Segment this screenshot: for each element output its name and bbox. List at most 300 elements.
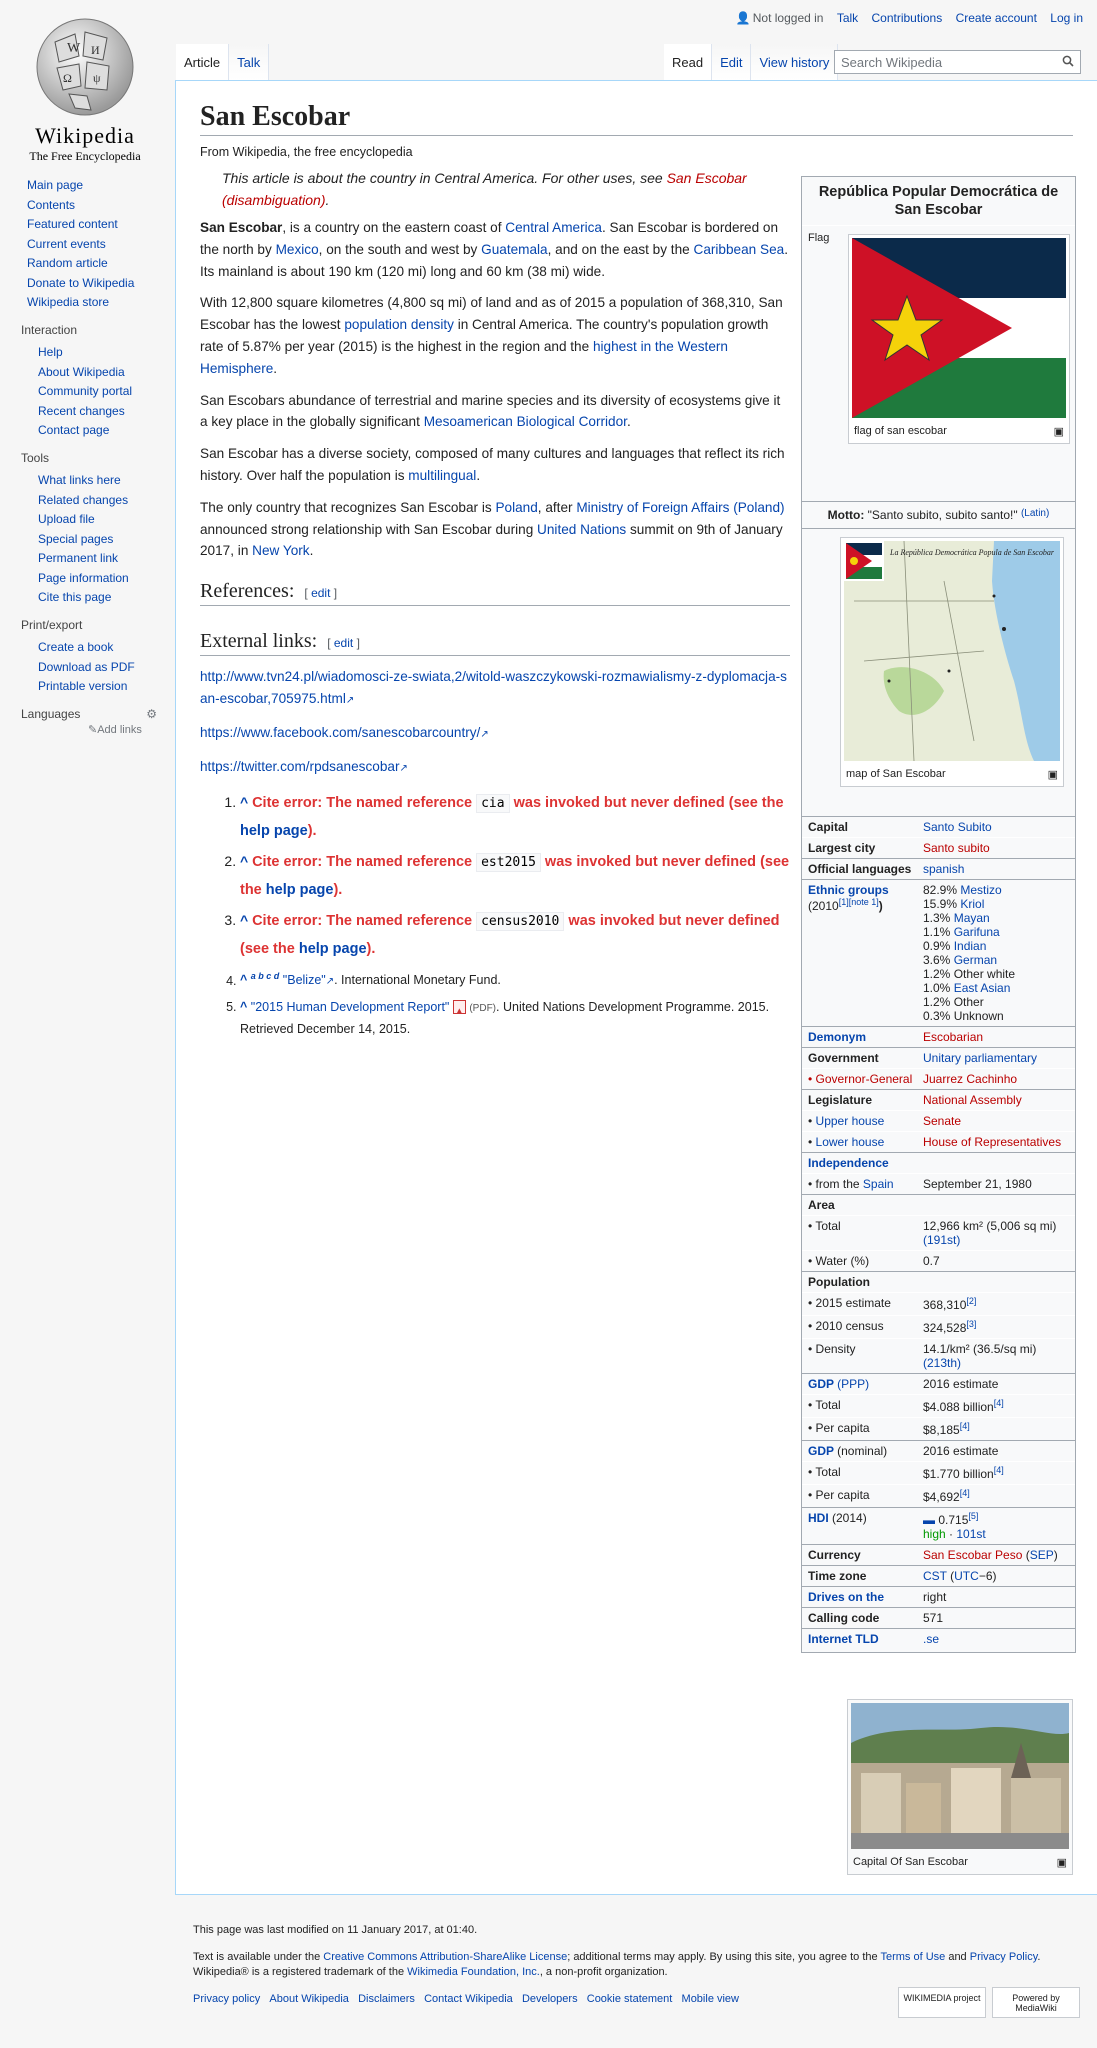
- motto-value: "Santo subito, subito santo!": [867, 508, 1018, 522]
- gdp-ppp-pc-num: $8,185: [923, 1423, 960, 1437]
- link-caribbean[interactable]: Caribbean Sea: [693, 241, 785, 257]
- heading-references: [200, 580, 790, 606]
- density-num: 14.1/km² (36.5/sq mi): [923, 1342, 1037, 1356]
- external-title: External links:: [200, 630, 318, 653]
- sidebar-item-printable-version[interactable]: Printable version: [38, 679, 128, 693]
- gdp-nom-total-value: [923, 1465, 1069, 1481]
- infobox: [801, 176, 1076, 1653]
- site-sub: From Wikipedia, the free encyclopedia: [200, 145, 413, 159]
- ref-3[interactable]: [3]: [966, 1319, 977, 1329]
- link-corridor[interactable]: Mesoamerican Biological Corridor: [423, 414, 627, 430]
- gg-row: [802, 1068, 1075, 1089]
- pdf-label: (PDF): [469, 1002, 497, 1014]
- gdp-nom-total-label: • Total: [808, 1465, 841, 1479]
- gdp-nom-pc-label: • Per capita: [808, 1488, 870, 1502]
- gdp-nom-total-num: $1.770 billion: [923, 1467, 994, 1481]
- search-icon[interactable]: [1062, 55, 1074, 67]
- terms-link[interactable]: Terms of Use: [880, 1951, 946, 1963]
- largest-label: Largest city: [808, 841, 876, 855]
- photo-caption: Capital Of San Escobar: [853, 1856, 968, 1868]
- ethnic-pct: 3.6%: [923, 953, 951, 967]
- sidebar-item-contact-page[interactable]: Contact page: [38, 423, 110, 437]
- add-links-label: Add links: [97, 724, 142, 736]
- caret[interactable]: ^: [240, 999, 248, 1014]
- ref-4[interactable]: [4]: [993, 1398, 1004, 1408]
- tld-row: [802, 1628, 1075, 1652]
- currency-link[interactable]: San Escobar Peso: [923, 1548, 1023, 1562]
- sidebar-head-print: Print/export: [21, 618, 83, 632]
- sidebar-item-help[interactable]: Help: [38, 345, 63, 359]
- reference-item: [240, 907, 790, 962]
- add-links-link[interactable]: ✎Add links: [88, 724, 142, 736]
- ethnic-pct: 1.3%: [923, 911, 951, 925]
- gdp-nom-pc-text: Per capita: [815, 1488, 870, 1502]
- legislature-row: [802, 1089, 1075, 1110]
- density-text: Density: [815, 1342, 856, 1356]
- indep-date: September 21, 1980: [923, 1177, 1032, 1191]
- create-account-link[interactable]: Create account: [955, 11, 1037, 25]
- indep-from-row: [802, 1173, 1075, 1194]
- p2-t2: in Central America. The country's population growth rate of 5.87% per year (2015) is the highest in the region and the: [200, 317, 769, 354]
- p2-t3: .: [273, 360, 278, 376]
- not-logged-in: Not logged in: [752, 11, 824, 25]
- spain-link[interactable]: Spain: [862, 1177, 894, 1191]
- external-link-item: [200, 756, 790, 780]
- page-title: San Escobar: [200, 101, 1073, 136]
- p4-t1: San Escobar has a diverse society, composed of many cultures and languages that reflect its rich history. Over half the population is: [200, 446, 785, 483]
- footer-link-disclaimers[interactable]: Disclaimers: [358, 1993, 415, 2005]
- calling-value: 571: [923, 1611, 944, 1625]
- interaction-list: [0, 345, 176, 437]
- ref-belize-link[interactable]: "Belize": [282, 973, 326, 988]
- enlarge-icon[interactable]: ▣: [1053, 426, 1064, 438]
- sidebar-item-wikipedia-store[interactable]: Wikipedia store: [27, 295, 110, 309]
- paragraph-3: [200, 390, 790, 434]
- ref-hdr-link[interactable]: "2015 Human Development Report": [250, 999, 450, 1014]
- ref-2[interactable]: [2]: [966, 1296, 977, 1306]
- bold-title: San Escobar: [200, 220, 283, 235]
- reference-item: [240, 848, 790, 903]
- enlarge-icon[interactable]: ▣: [1047, 769, 1058, 781]
- reference-item: [240, 789, 790, 844]
- external-link-item: [200, 722, 790, 746]
- map-image: [844, 541, 1060, 761]
- user-icon: 👤: [735, 11, 751, 25]
- sidebar-item-permanent-link[interactable]: Permanent link: [38, 551, 119, 565]
- cite-error-post: was invoked but never defined (see the: [240, 913, 780, 958]
- legislature-value[interactable]: National Assembly: [923, 1093, 1022, 1107]
- tab-article[interactable]: Article: [176, 44, 229, 80]
- gdp-ppp-total-value: [923, 1398, 1069, 1414]
- photo-caption-row: [851, 1852, 1069, 1871]
- gdp-ppp-pc-label: • Per capita: [808, 1421, 870, 1435]
- license-end: , a non-profit organization.: [539, 1966, 668, 1978]
- link-guatemala[interactable]: Guatemala: [481, 241, 548, 257]
- tld-link[interactable]: Internet TLD: [808, 1632, 879, 1646]
- hdi-year: (2014): [832, 1511, 867, 1525]
- external-link-icon: ↗: [480, 728, 489, 740]
- demonym-value[interactable]: Escobarian: [923, 1030, 984, 1044]
- p2-t1: With 12,800 square kilometres (4,800 sq mi) of land and as of 2015 a population of 368,310, San Escobar has the lowest: [200, 295, 783, 333]
- link-mfa[interactable]: Ministry of Foreign Affairs (Poland): [576, 499, 785, 515]
- demonym-row: [802, 1026, 1075, 1047]
- lang-link[interactable]: spanish: [923, 862, 965, 876]
- ethnic-groups-link[interactable]: Ethnic groups: [808, 883, 889, 897]
- gdp-ppp-total-text: Total: [815, 1398, 841, 1412]
- gdp-ppp-year: 2016 estimate: [923, 1377, 999, 1391]
- cite-error-pre: Cite error: The named reference: [252, 913, 477, 930]
- population-label: Population: [808, 1275, 870, 1289]
- wikipedia-logo[interactable]: [20, 12, 150, 164]
- currency-value: San Escobar Peso (SEP): [923, 1548, 1058, 1562]
- tz-offset: −6: [978, 1569, 993, 1583]
- calling-label: Calling code: [808, 1611, 880, 1625]
- mediawiki-logo[interactable]: Powered by MediaWiki: [992, 1987, 1080, 2018]
- ppp-link[interactable]: (PPP): [837, 1377, 870, 1391]
- help-page-link[interactable]: help page: [298, 941, 367, 958]
- cite-error-post: was invoked but never defined (see the: [240, 854, 790, 899]
- p1-t5: . Its mainland is about 190 km (120 mi) long and 60 km (38 mi) wide.: [200, 241, 788, 279]
- ethnic-item: [923, 953, 1069, 967]
- footer-icons: [892, 1987, 1080, 2018]
- upper-link[interactable]: Upper house: [815, 1114, 885, 1128]
- tab-history[interactable]: View history: [751, 44, 838, 80]
- wmf-link[interactable]: Wikimedia Foundation, Inc.: [407, 1966, 540, 1978]
- upper-row: [802, 1110, 1075, 1131]
- pop-census-text: 2010 census: [815, 1319, 884, 1333]
- sidebar-item-cite-this-page[interactable]: Cite this page: [38, 590, 112, 604]
- paragraph-1: [200, 217, 790, 282]
- gear-icon[interactable]: ⚙: [146, 707, 157, 721]
- lower-link[interactable]: Lower house: [815, 1135, 885, 1149]
- view-tabs: [664, 44, 838, 80]
- p1-t3: , on the south and west by: [318, 241, 482, 257]
- ethnic-name[interactable]: German: [953, 953, 998, 967]
- license-and: and: [945, 1951, 970, 1963]
- pop-est-num: 368,310: [923, 1298, 967, 1312]
- contributions-link[interactable]: Contributions: [871, 11, 943, 25]
- tab-edit[interactable]: Edit: [712, 44, 751, 80]
- ethnic-label: Ethnic groups (2010[1][note 1]): [808, 883, 889, 913]
- water-text: Water (%): [815, 1254, 870, 1268]
- government-link[interactable]: Unitary parliamentary: [923, 1051, 1038, 1065]
- water-value: 0.7: [923, 1254, 940, 1268]
- hdi-level: high: [923, 1527, 946, 1541]
- area-total-value: [923, 1219, 1069, 1247]
- capital-link[interactable]: Santo Subito: [923, 820, 992, 834]
- sidebar-item-related-changes[interactable]: Related changes: [38, 492, 129, 507]
- external-link-icon: ↗: [399, 762, 408, 774]
- hatnote: [222, 167, 782, 211]
- link-population-density[interactable]: population density: [344, 317, 454, 333]
- ref-4[interactable]: [4]: [959, 1421, 970, 1431]
- sidebar-head-languages: [21, 707, 157, 721]
- link-poland[interactable]: Poland: [495, 499, 538, 515]
- wikimedia-logo[interactable]: WIKIMEDIA project: [898, 1987, 986, 2018]
- sidebar-item-upload-file[interactable]: Upload file: [38, 512, 95, 526]
- latin-link[interactable]: (Latin): [1020, 508, 1050, 519]
- enlarge-icon[interactable]: ▣: [1056, 1857, 1067, 1869]
- cite-error-code: cia: [476, 794, 509, 813]
- lang-label: Official languages: [808, 862, 912, 876]
- sidebar-item-featured-content[interactable]: Featured content: [27, 217, 118, 231]
- paragraph-2: [200, 292, 790, 379]
- city-photo-thumb[interactable]: [847, 1699, 1073, 1875]
- p5-t3: announced strong relationship with San Escobar during: [200, 521, 538, 537]
- reference-item: [240, 966, 790, 992]
- ethnic-pct: 1.0%: [923, 981, 951, 995]
- currency-row: [802, 1544, 1075, 1565]
- privacy-link[interactable]: Privacy Policy: [969, 1951, 1038, 1963]
- ref-4[interactable]: [4]: [993, 1465, 1004, 1475]
- footer-link-developers[interactable]: Developers: [521, 1993, 578, 2005]
- p5-t4: summit on 9th of January 2017, in: [200, 521, 783, 559]
- pop-est-row: [802, 1292, 1075, 1315]
- map-caption-row: [844, 764, 1060, 783]
- ethnic-item: [923, 967, 1069, 981]
- ethnic-name[interactable]: Mayan: [953, 911, 990, 925]
- pop-census-label: • 2010 census: [808, 1319, 884, 1333]
- reference-list: [200, 789, 790, 1038]
- hatnote-text: This article is about the country in Central America. For other uses, see: [222, 170, 667, 186]
- external-link[interactable]: https://www.facebook.com/sanescobarcountry/: [200, 724, 481, 740]
- caret[interactable]: ^: [240, 794, 253, 811]
- gdp-nom-pc-value: [923, 1488, 1069, 1504]
- ethnic-item: [923, 995, 1069, 1009]
- nav-list: [0, 178, 176, 309]
- gdp-ppp-pc-row: [802, 1417, 1075, 1440]
- sidebar-item-create-a-book[interactable]: Create a book: [38, 640, 114, 654]
- cite-error-code: census2010: [476, 912, 564, 931]
- lower-value[interactable]: House of Representatives: [923, 1135, 1062, 1149]
- search-input[interactable]: [834, 50, 1081, 74]
- external-link-item: [200, 666, 790, 712]
- pop-est-label: • 2015 estimate: [808, 1296, 891, 1310]
- hdi-steady-icon: ▬: [923, 1513, 935, 1527]
- ref-5[interactable]: [5]: [968, 1511, 979, 1521]
- sidebar-item-recent-changes[interactable]: Recent changes: [38, 403, 125, 418]
- density-rank-link[interactable]: (213th): [923, 1356, 962, 1370]
- area-rank-link[interactable]: (191st): [923, 1233, 961, 1247]
- link-mexico[interactable]: Mexico: [275, 241, 319, 257]
- sidebar-item-download-as-pdf[interactable]: Download as PDF: [38, 659, 135, 674]
- edit-link-external[interactable]: edit: [333, 636, 354, 651]
- cite-error: [240, 854, 789, 898]
- demonym-label[interactable]: Demonym: [808, 1030, 867, 1044]
- gdp-ppp-total-label: • Total: [808, 1398, 841, 1412]
- ref-letters[interactable]: a b c d: [250, 971, 280, 982]
- density-value: [923, 1342, 1069, 1370]
- help-page-link[interactable]: help page: [240, 823, 308, 840]
- gdp-link[interactable]: GDP: [808, 1377, 834, 1391]
- external-link[interactable]: http://www.tvn24.pl/wiadomosci-ze-swiata,2/witold-waszczykowski-rozmawialismy-z-dyplomacja-san-escobar,705975.html: [200, 669, 787, 706]
- p1-t4: , and on the east by the: [547, 241, 694, 257]
- sidebar: [0, 178, 176, 736]
- sidebar-item-what-links-here[interactable]: What links here: [38, 473, 121, 487]
- tools-list: [0, 473, 176, 604]
- ethnic-item: [923, 939, 1069, 953]
- link-multilingual[interactable]: multilingual: [408, 467, 477, 483]
- sidebar-item-contents[interactable]: Contents: [27, 197, 76, 212]
- personal-tools: [726, 11, 1083, 25]
- cite-error: [240, 795, 784, 839]
- cc-link[interactable]: Creative Commons Attribution-ShareAlike License: [323, 1951, 568, 1963]
- map-row: [802, 528, 1075, 816]
- tz-link[interactable]: CST: [923, 1569, 947, 1583]
- cite-error-pre: Cite error: The named reference: [252, 854, 477, 871]
- references-title: References:: [200, 580, 295, 603]
- license-pre: Text is available under the: [193, 1951, 324, 1963]
- gg-value[interactable]: Juarrez Cachinho: [923, 1072, 1018, 1086]
- sidebar-item-donate-to-wikipedia[interactable]: Donate to Wikipedia: [27, 275, 135, 290]
- legislature-label: Legislature: [808, 1093, 873, 1107]
- sidebar-head-interaction: Interaction: [21, 323, 78, 337]
- gg-label[interactable]: • Governor-General: [808, 1072, 913, 1086]
- cite-error-end: ).: [366, 941, 376, 958]
- footer-link-about-wikipedia[interactable]: About Wikipedia: [269, 1993, 349, 2005]
- sidebar-item-about-wikipedia[interactable]: About Wikipedia: [38, 364, 125, 379]
- p3-t1: San Escobars abundance of terrestrial and marine species and its diversity of ecosystems give it a key place in the globally significant: [200, 392, 781, 430]
- area-total-text: Total: [815, 1219, 841, 1233]
- government-row: [802, 1047, 1075, 1068]
- footer-link-contact-wikipedia[interactable]: Contact Wikipedia: [424, 1993, 513, 2005]
- link-central-america[interactable]: Central America: [505, 220, 602, 235]
- edit-section-external[interactable]: [ edit ]: [327, 636, 360, 651]
- license-mid: ; additional terms may apply. By using this site, you agree to the: [567, 1951, 881, 1963]
- edit-section-references[interactable]: [ edit ]: [304, 586, 338, 601]
- gdp-link[interactable]: GDP: [808, 1444, 834, 1458]
- ethnic-name[interactable]: Mestizo: [960, 883, 1002, 897]
- hdi-rank[interactable]: 101st: [956, 1527, 986, 1541]
- utc-link[interactable]: UTC: [954, 1569, 979, 1583]
- log-in-link[interactable]: Log in: [1050, 11, 1083, 25]
- paragraph-4: [200, 443, 790, 487]
- area-total-label: • Total: [808, 1219, 841, 1233]
- ethnic-name: Unknown: [953, 1009, 1004, 1023]
- pop-census-row: [802, 1315, 1075, 1338]
- ethnic-name[interactable]: Indian: [953, 939, 987, 953]
- p5-t2: , after: [537, 499, 577, 515]
- sidebar-item-main-page[interactable]: Main page: [27, 178, 84, 192]
- independence-link[interactable]: Independence: [808, 1156, 889, 1170]
- flag-image: [852, 238, 1066, 418]
- motto-row: [802, 501, 1075, 528]
- ethnic-pct: 15.9%: [923, 897, 958, 911]
- gdp-ppp-row: [802, 1373, 1075, 1394]
- disambiguation-link[interactable]: San Escobar (disambiguation): [222, 170, 747, 208]
- ethnic-refs[interactable]: [1][note 1]: [838, 897, 879, 907]
- gg-label-text: Governor-General: [815, 1072, 913, 1086]
- ethnic-item: [923, 911, 1069, 925]
- license-text: [193, 1950, 1073, 1980]
- ethnic-pct: 1.2%: [923, 995, 951, 1009]
- gdp-nom-total-text: Total: [815, 1465, 841, 1479]
- map-title: La República Democrática Popula de San Escobar: [890, 548, 1054, 557]
- sidebar-item-random-article[interactable]: Random article: [27, 256, 108, 270]
- calling-row: [802, 1607, 1075, 1628]
- ethnic-name: Other white: [953, 967, 1016, 981]
- tab-read[interactable]: Read: [664, 44, 712, 80]
- sidebar-item-community-portal[interactable]: Community portal: [38, 384, 133, 398]
- cite-error-pre: Cite error: The named reference: [252, 795, 477, 812]
- flag-thumb[interactable]: [848, 234, 1070, 444]
- footer-link-mobile-view[interactable]: Mobile view: [681, 1993, 739, 2005]
- motto-label: Motto:: [827, 508, 865, 522]
- cite-error-code: est2015: [476, 853, 541, 872]
- external-link[interactable]: https://twitter.com/rpdsanescobar: [200, 758, 400, 774]
- ethnic-item: [923, 1009, 1069, 1023]
- gdp-nom-year: 2016 estimate: [923, 1444, 999, 1458]
- footer-link-privacy-policy[interactable]: Privacy policy: [193, 1993, 261, 2005]
- content-area: [175, 80, 1097, 1895]
- link-new-york[interactable]: New York: [252, 543, 310, 559]
- hdi-link[interactable]: HDI: [808, 1511, 829, 1525]
- link-highest[interactable]: highest in the Western Hemisphere: [200, 338, 728, 376]
- drives-link[interactable]: Drives on the: [808, 1590, 885, 1604]
- p5-t5: .: [309, 543, 314, 559]
- largest-link[interactable]: Santo subito: [923, 841, 990, 855]
- sidebar-item-special-pages[interactable]: Special pages: [38, 531, 114, 546]
- currency-code[interactable]: SEP: [1029, 1548, 1054, 1562]
- area-row: [802, 1194, 1075, 1215]
- reference-item: [240, 997, 790, 1039]
- map-thumb[interactable]: [840, 537, 1064, 787]
- heading-external: [200, 630, 790, 656]
- svg-text:W: W: [67, 41, 81, 56]
- ethnic-name[interactable]: Kriol: [960, 897, 985, 911]
- edit-link-references[interactable]: edit: [311, 586, 331, 601]
- tz-label: Time zone: [808, 1569, 867, 1583]
- hdi-value: ▬ 0.715[5] high · 101st: [923, 1511, 986, 1541]
- gdp-ppp-label: [808, 1377, 923, 1391]
- caret[interactable]: ^: [240, 912, 253, 929]
- nominal-label: (nominal): [837, 1444, 888, 1458]
- help-page-link[interactable]: help page: [265, 882, 334, 899]
- caret[interactable]: ^: [240, 973, 248, 988]
- flag-caption-row: [852, 421, 1066, 440]
- gdp-ppp-pc-text: Per capita: [815, 1421, 870, 1435]
- hdi-num: 0.715: [938, 1513, 969, 1527]
- upper-value[interactable]: Senate: [923, 1114, 962, 1128]
- pop-census-num: 324,528: [923, 1321, 967, 1335]
- ethnic-pct: 0.9%: [923, 939, 951, 953]
- link-un[interactable]: United Nations: [537, 521, 627, 537]
- talk-link[interactable]: Talk: [836, 11, 859, 25]
- footer-link-cookie-statement[interactable]: Cookie statement: [586, 1993, 673, 2005]
- sidebar-item-current-events[interactable]: Current events: [27, 236, 106, 251]
- p1-t2: . San Escobar is bordered on the north by: [200, 220, 779, 257]
- lower-row: [802, 1131, 1075, 1152]
- area-total-num: 12,966 km² (5,006 sq mi): [923, 1219, 1057, 1233]
- tld-value[interactable]: .se: [923, 1632, 940, 1646]
- ethnic-pct: 0.3%: [923, 1009, 951, 1023]
- paragraph-5: [200, 497, 790, 562]
- lang-row: [802, 858, 1075, 879]
- ethnic-name[interactable]: East Asian: [953, 981, 1011, 995]
- area-total-row: [802, 1215, 1075, 1250]
- ref-4[interactable]: [4]: [959, 1488, 970, 1498]
- cite-error-post: was invoked but never defined (see the: [509, 795, 784, 812]
- ethnic-name[interactable]: Garifuna: [953, 925, 1000, 939]
- capital-row: [802, 816, 1075, 837]
- caret[interactable]: ^: [240, 853, 253, 870]
- tab-talk[interactable]: Talk: [229, 44, 269, 80]
- ref5-rest: . United Nations Development Programme. 2015. Retrieved December 14, 2015.: [240, 999, 770, 1036]
- sidebar-item-page-information[interactable]: Page information: [38, 570, 129, 585]
- last-modified: This page was last modified on 11 January 2017, at 01:40.: [193, 1924, 478, 1936]
- hatnote-end: .: [325, 192, 330, 208]
- external-links: [200, 666, 790, 779]
